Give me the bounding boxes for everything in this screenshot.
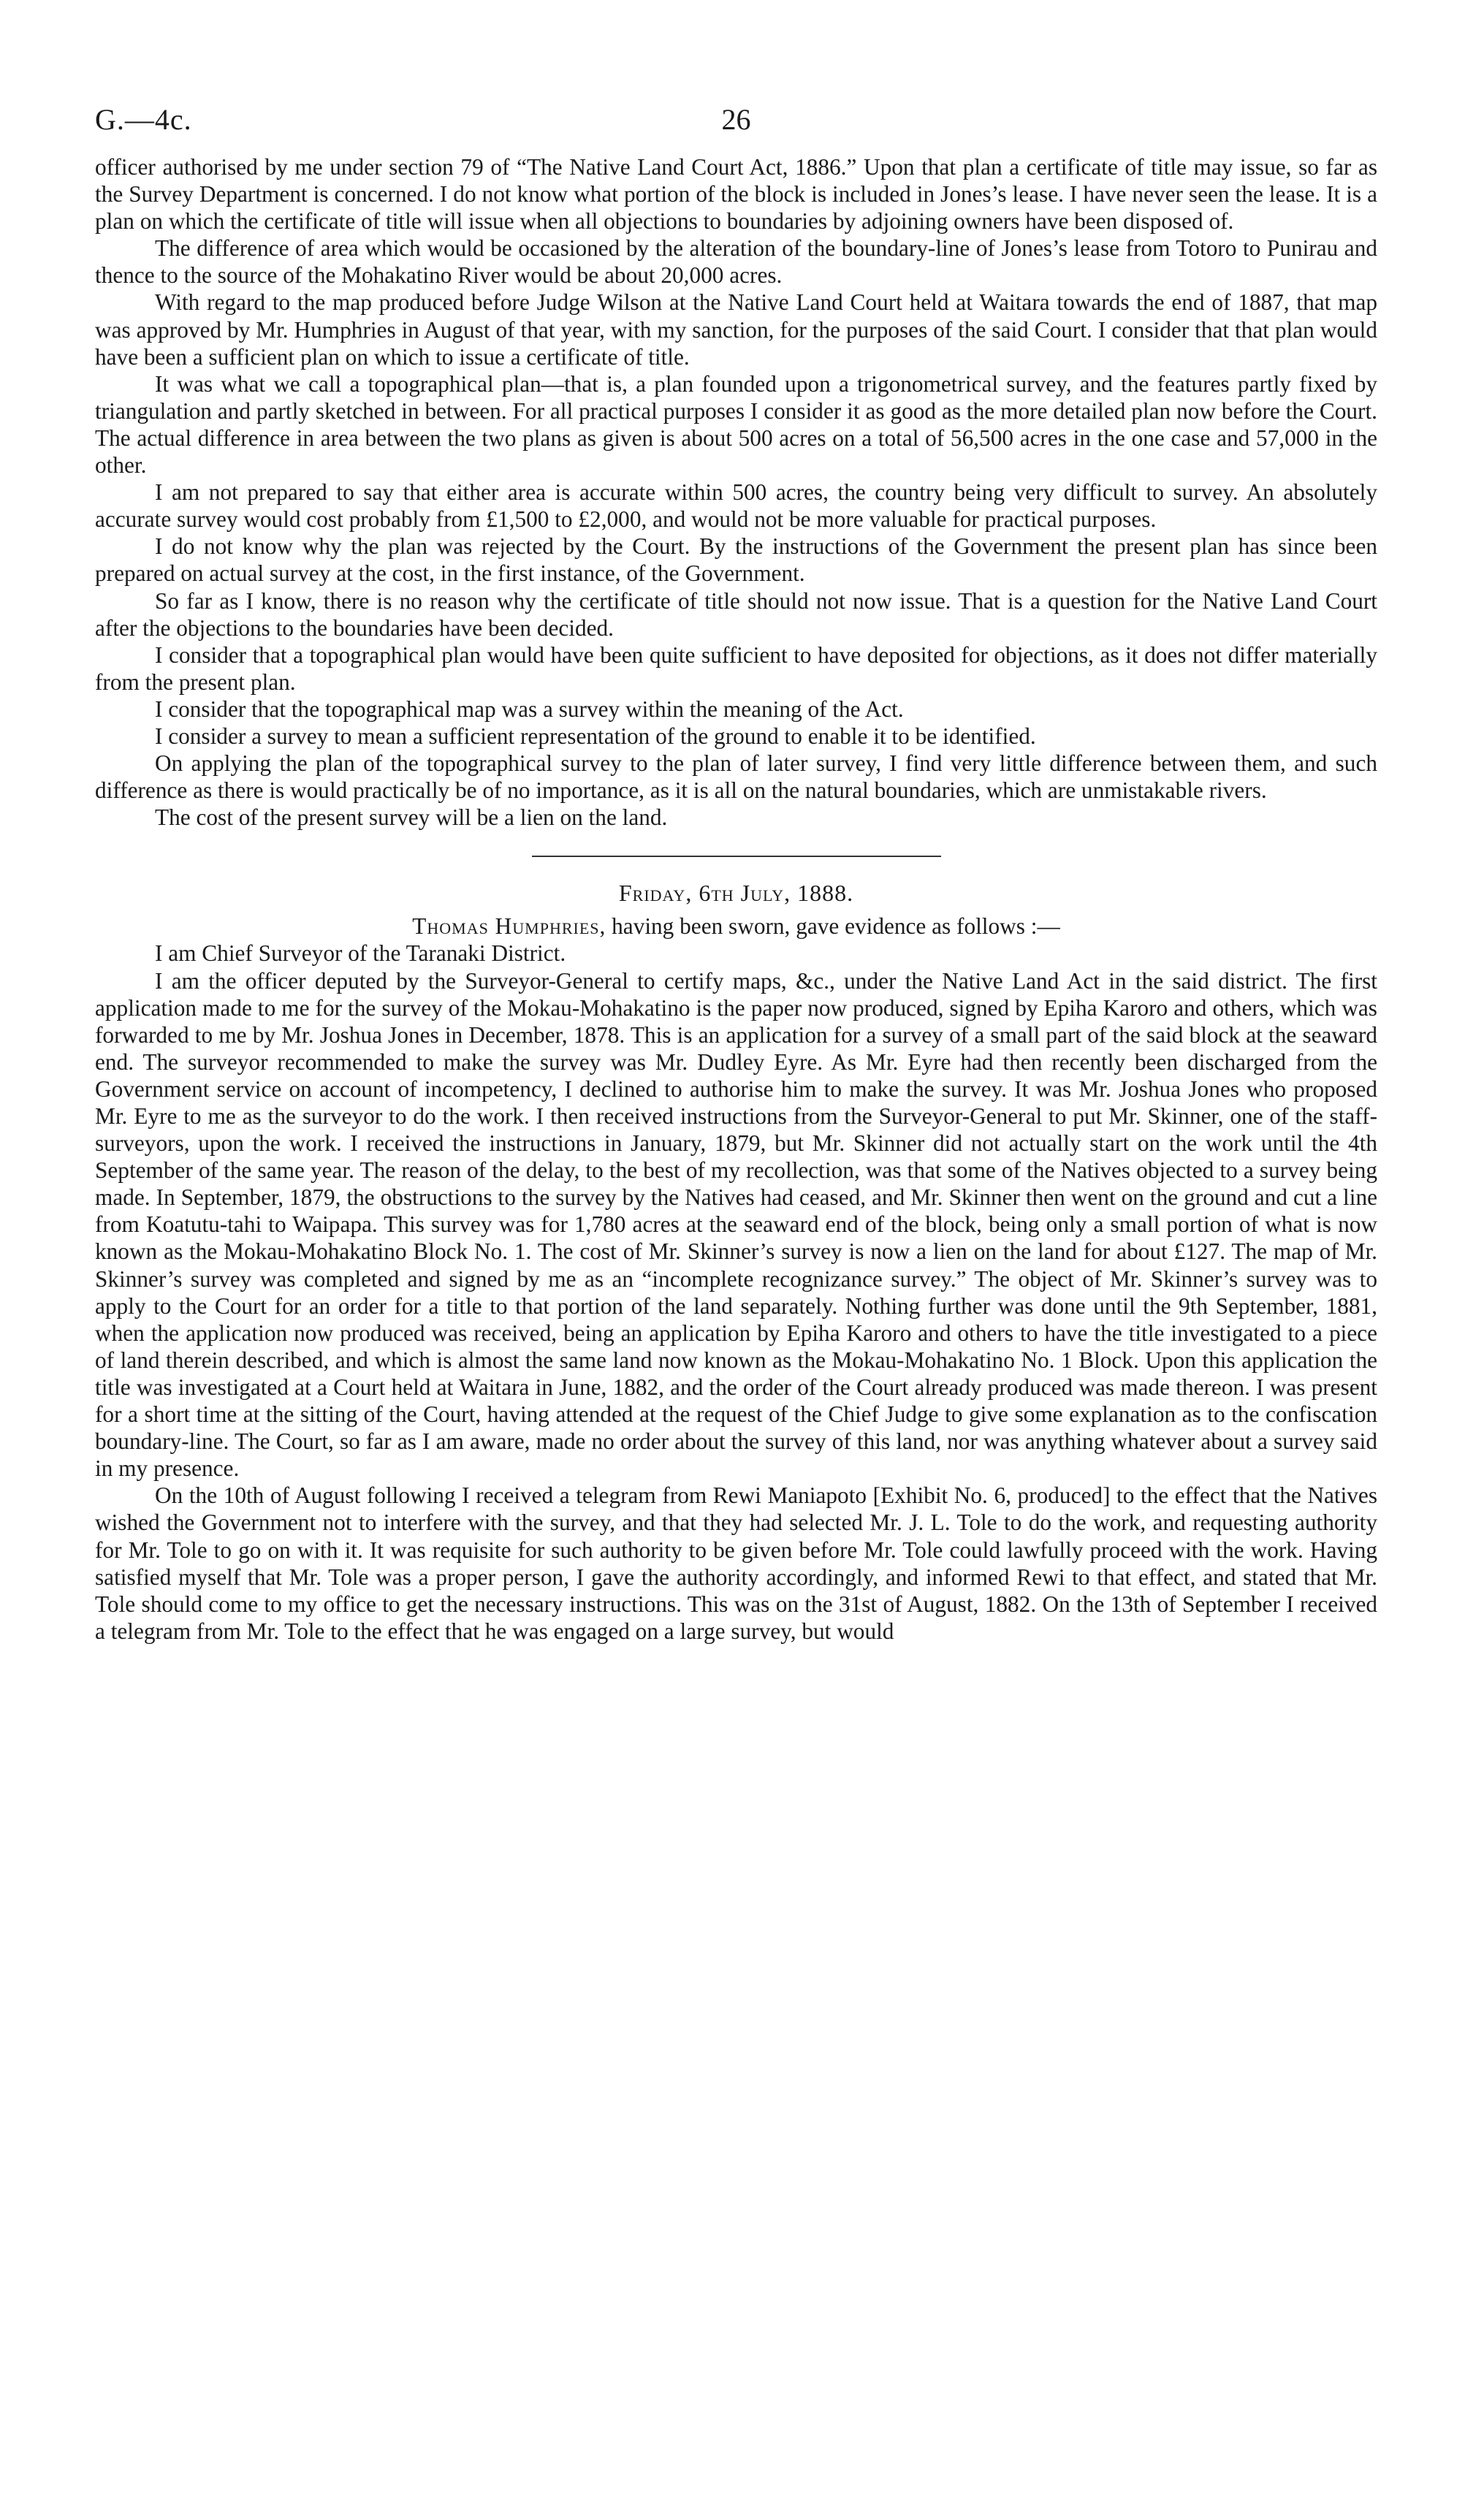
paragraph: The cost of the present survey will be a lien on the land. — [155, 804, 668, 831]
paragraph: I consider that a topographical plan would have been quite sufficient to have deposited for objections, as it does not differ materially from the present plan. — [95, 642, 1377, 695]
witness-introduction — [95, 913, 1377, 940]
paragraph: officer authorised by me under section 79 of “The Native Land Court Act, 1886.” Upon that plan a certificate of title may issue, so far as the Survey Department is concerned. I do not know what portion of the block is included in Jones’s lease. I have never seen the lease. It is a plan on which the certificate of title will issue when all objections to boundaries by adjoining owners have been disposed of. — [95, 154, 1377, 235]
paragraph: I am the officer deputed by the Surveyor-General to certify maps, &c., under the Native Land Act in the said district. The first application made to me for the survey of the Mokau-Mohakatino is the paper now produced, signed by Epiha Karoro and others, which was forwarded to me by Mr. Joshua Jones in December, 1878. This is an application for a survey of a small part of the said block at the seaward end. The surveyor recommended to make the survey was Mr. Dudley Eyre. As Mr. Eyre had then recently been discharged from the Government service on account of incompetency, I declined to authorise him to make the survey. It was Mr. Joshua Jones who proposed Mr. Eyre to me as the surveyor to do the work. I then received instructions from the Surveyor-General to put Mr. Skinner, one of the staff-surveyors, upon the work. I received the instructions in January, 1879, but Mr. Skinner did not actually start on the work until the 4th September of the same year. The reason of the delay, to the best of my recollection, was that some of the Natives objected to a survey being made. In September, 1879, the obstructions to the survey by the Natives had ceased, and Mr. Skinner then went on the ground and cut a line from Koatutu-tahi to Waipapa. This survey was for 1,780 acres at the seaward end of the block, being only a small portion of what is now known as the Mokau-Mohakatino Block No. 1. The cost of Mr. Skinner’s survey is now a lien on the land for about £127. The map of Mr. Skinner’s survey was completed and signed by me as an “incomplete recognizance survey.” The object of Mr. Skinner’s survey was to apply to the Court for an order for a title to that portion of the land separately. Nothing further was done until the 9th September, 1881, when the application now produced was received, being an application by Epiha Karoro and others to have the title investigated to a piece of land therein described, and which is almost the same land now known as the Mokau-Mohakatino No. 1 Block. Upon this application the title was investigated at a Court held at Waitara in June, 1882, and the order of the Court already produced was made thereon. I was present for a short time at the sitting of the Court, having attended at the request of the Chief Judge to give some explanation as to the confiscation boundary-line. The Court, so far as I am aware, made no order about the survey of this land, nor was anything whatever about a survey said in my presence. — [95, 967, 1377, 1482]
document-reference: G.—4c. — [95, 103, 192, 136]
humphries-evidence-section — [95, 940, 1377, 1644]
paragraph: On the 10th of August following I received a telegram from Rewi Maniapoto [Exhibit No. 6, produced] to the effect that the Natives wished the Government not to interfere with the survey, and that they had selected Mr. J. L. Tole to do the work, and requesting authority for Mr. Tole to go on with it. It was requisite for such authority to be given before Mr. Tole could lawfully proceed with the work. Having satisfied myself that Mr. Tole was a proper person, I gave the authority accordingly, and informed Rewi to that effect, and stated that Mr. Tole should come to my office to get the necessary instructions. This was on the 31st of August, 1882. On the 13th of September I received a telegram from Mr. Tole to the effect that he was engaged on a large survey, but would — [95, 1482, 1377, 1644]
page-number: 26 — [721, 103, 751, 136]
paragraph: I am not prepared to say that either area is accurate within 500 acres, the country being very difficult to survey. An absolutely accurate survey would cost probably from £1,500 to £2,000, and would not be more valuable for practical purposes. — [95, 479, 1377, 533]
paragraph: On applying the plan of the topographical survey to the plan of later survey, I find very little difference between them, and such difference as there is would practically be of no importance, as it is all on the natural boundaries, which are unmistakable rivers. — [95, 750, 1377, 804]
witness-statement: having been sworn, gave evidence as follows :— — [606, 913, 1060, 940]
paragraph: The difference of area which would be occasioned by the alteration of the boundary-line of Jones’s lease from Totoro to Punirau and thence to the source of the Mohakatino River would be about 20,000 acres. — [95, 235, 1377, 289]
witness-name: Thomas Humphries, — [412, 913, 606, 940]
paragraph: It was what we call a topographical plan—that is, a plan founded upon a trigonometrical survey, and the features partly fixed by triangulation and partly sketched in between. For all practical purposes I consider it as good as the more detailed plan now before the Court. The actual difference in area between the two plans as given is about 500 acres on a total of 56,500 acres in the one case and 57,000 in the other. — [95, 370, 1377, 479]
section-divider — [532, 856, 941, 857]
date-heading: Friday, 6th July, 1888. — [618, 880, 854, 907]
paragraph: I consider a survey to mean a sufficient representation of the ground to enable it to be identified. — [155, 723, 1036, 749]
evidence-continued-section — [95, 153, 1377, 831]
paragraph: With regard to the map produced before Judge Wilson at the Native Land Court held at Waitara towards the end of 1887, that map was approved by Mr. Humphries in August of that year, with my sanction, for the purposes of the said Court. I consider that that plan would have been a sufficient plan on which to issue a certificate of title. — [95, 289, 1377, 370]
paragraph: So far as I know, there is no reason why the certificate of title should not now issue. That is a question for the Native Land Court after the objections to the boundaries have been decided. — [95, 587, 1377, 641]
document-page — [95, 102, 1377, 1645]
paragraph: I am Chief Surveyor of the Taranaki District. — [155, 940, 566, 967]
paragraph: I consider that the topographical map was a survey within the meaning of the Act. — [155, 696, 904, 722]
page-header — [95, 102, 1377, 153]
paragraph: I do not know why the plan was rejected by the Court. By the instructions of the Government the present plan has since been prepared on actual survey at the cost, in the first instance, of the Government. — [95, 533, 1377, 587]
